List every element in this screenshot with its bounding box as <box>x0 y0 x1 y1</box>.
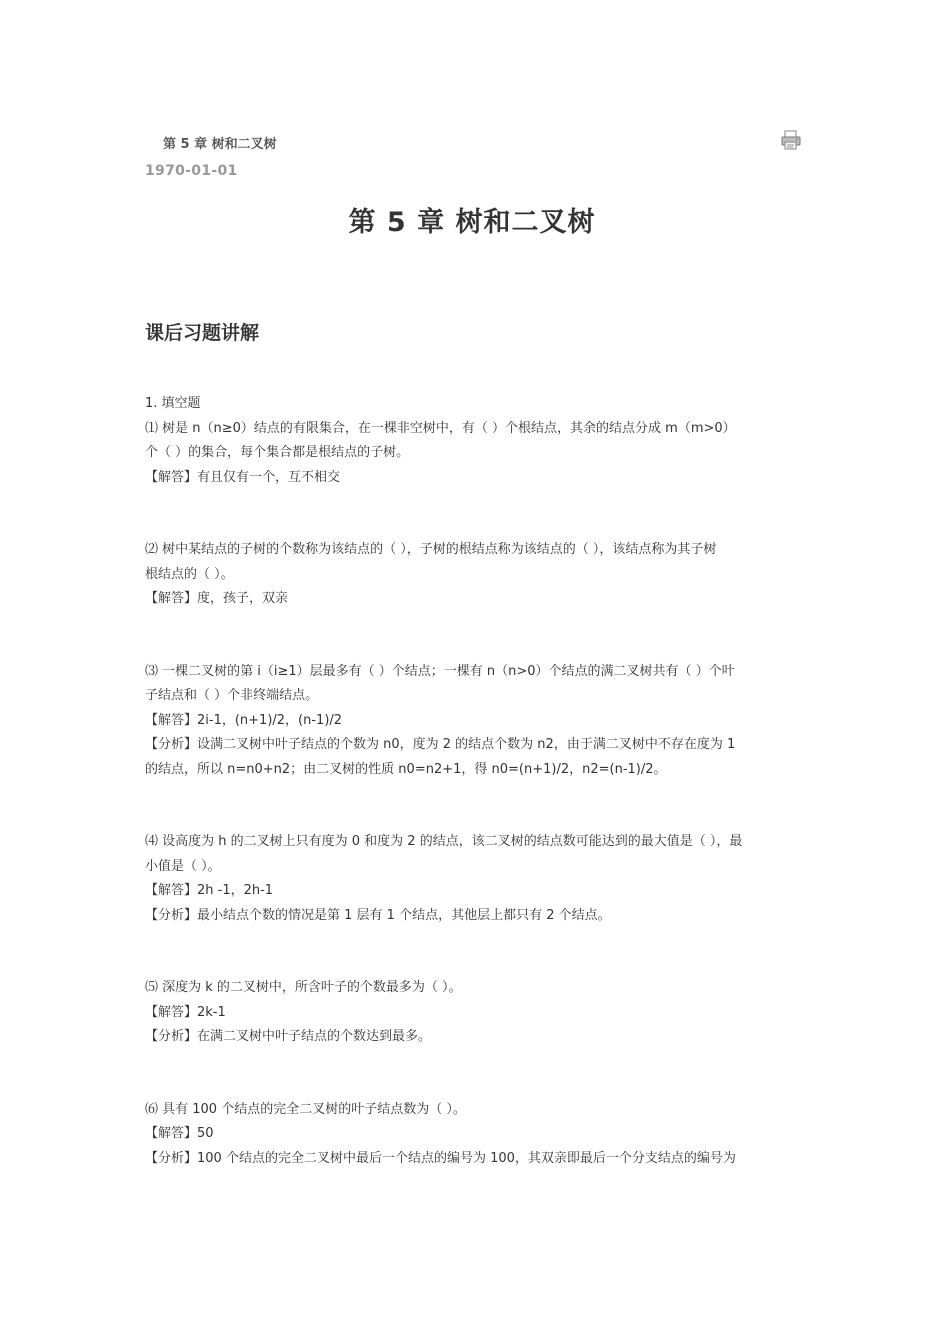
question-1-line-1: ⑴ 树是 n（n≥0）结点的有限集合，在一棵非空树中，有（ ）个根结点，其余的结点分成 m（m>0） <box>145 420 736 436</box>
question-5-answer: 【解答】2k-1 <box>145 1004 226 1020</box>
print-icon[interactable] <box>781 130 801 150</box>
question-3-analysis-1: 【分析】设满二叉树中叶子结点的个数为 n0，度为 2 的结点个数为 n2，由于满二叉树中不存在度为 1 <box>145 737 736 752</box>
spacer <box>145 928 805 976</box>
question-6-line-1: ⑹ 具有 100 个结点的完全二叉树的叶子结点数为（ ）。 <box>145 1101 466 1117</box>
page-title: 第 5 章 树和二叉树 <box>348 207 596 238</box>
question-3-analysis-2: 的结点，所以 n=n0+n2；由二叉树的性质 n0=n2+1，得 n0=(n+1)/2，n2=(n-1)/2。 <box>145 761 667 777</box>
question-1-answer: 【解答】有且仅有一个，互不相交 <box>145 469 341 485</box>
question-1-line-2: 个（ ）的集合，每个集合都是根结点的子树。 <box>145 445 410 460</box>
question-5-analysis: 【分析】在满二叉树中叶子结点的个数达到最多。 <box>145 1029 432 1044</box>
spacer <box>145 782 805 830</box>
question-4-line-1: ⑷ 设高度为 h 的二叉树上只有度为 0 和度为 2 的结点，该二叉树的结点数可能达到的最大值是（ ），最 <box>145 834 743 849</box>
question-group-header: 1. 填空题 <box>145 396 201 411</box>
question-2-answer: 【解答】度，孩子，双亲 <box>145 591 289 606</box>
question-6-analysis: 【分析】100 个结点的完全二叉树中最后一个结点的编号为 100，其双亲即最后一个分支结点的编号为 <box>145 1150 736 1166</box>
spacer <box>145 612 805 660</box>
spacer <box>145 490 805 538</box>
question-5-line-1: ⑸ 深度为 k 的二叉树中，所含叶子的个数最多为（ ）。 <box>145 980 462 995</box>
question-4-analysis: 【分析】最小结点个数的情况是第 1 层有 1 个结点，其他层上都只有 2 个结点。 <box>145 907 611 923</box>
document-date: 1970-01-01 <box>145 163 238 179</box>
doc-header-title: 第 5 章 树和二叉树 <box>163 137 277 152</box>
question-2-line-1: ⑵ 树中某结点的子树的个数称为该结点的（ ），子树的根结点称为该结点的（ ），该结点称为其子树 <box>145 542 717 557</box>
question-6-answer: 【解答】50 <box>145 1126 214 1141</box>
question-3-line-1: ⑶ 一棵二叉树的第 i（i≥1）层最多有（ ）个结点；一棵有 n（n>0）个结点的满二叉树共有（ ）个叶 <box>145 663 735 679</box>
question-4-answer: 【解答】2h -1，2h-1 <box>145 883 274 898</box>
question-3-answer: 【解答】2i-1，(n+1)/2，(n-1)/2 <box>145 712 343 728</box>
question-2-line-2: 根结点的（ ）。 <box>145 566 234 582</box>
section-heading: 课后习题讲解 <box>145 322 260 344</box>
spacer <box>145 1050 805 1098</box>
question-4-line-2: 小值是（ ）。 <box>145 858 221 874</box>
exercise-content <box>145 392 805 1171</box>
question-3-line-2: 子结点和（ ）个非终端结点。 <box>145 688 319 703</box>
